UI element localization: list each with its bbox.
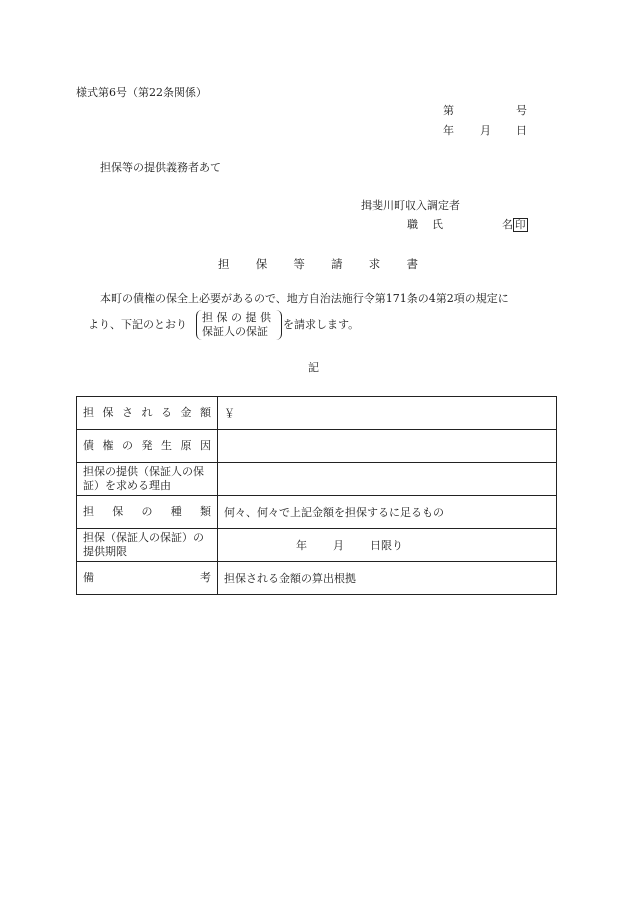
seal-mark: 印 xyxy=(515,219,526,231)
issuer-shoku: 職 xyxy=(407,218,418,231)
document-title xyxy=(218,256,418,272)
issuer-shi: 氏 xyxy=(432,218,443,231)
label-remarks: 備 考 xyxy=(77,562,218,595)
form-number: 様式第6号（第22条関係） xyxy=(76,86,207,99)
value-remarks: 担保される金額の算出根拠 xyxy=(218,562,557,595)
details-table xyxy=(76,396,557,595)
title-char: 保 xyxy=(255,257,268,271)
issuer-name: 揖斐川町収入調定者 xyxy=(361,199,460,212)
option-guarantor: 保証人の保証 xyxy=(202,325,268,338)
label-request-reason: 担保の提供（保証人の保証）を求める理由 xyxy=(77,463,218,496)
value-deadline xyxy=(218,529,557,562)
deadline-month: 月 xyxy=(333,539,344,552)
doc-number-go: 号 xyxy=(516,104,527,117)
title-char: 等 xyxy=(293,257,305,271)
title-char: 担 xyxy=(218,257,230,271)
label-claim-cause: 債 権 の 発 生 原 因 xyxy=(77,430,218,463)
issuer-name-seal xyxy=(502,218,528,232)
table-row xyxy=(77,397,557,430)
date-month-label: 月 xyxy=(480,124,491,137)
label-deadline: 担保（保証人の保証）の提供期限 xyxy=(77,529,218,562)
doc-number-dai: 第 xyxy=(443,104,454,117)
title-char: 書 xyxy=(406,257,418,271)
issuer-mei: 名 xyxy=(502,218,513,231)
body-line-1: 本町の債権の保全上必要があるので、地方自治法施行令第171条の4第2項の規定に xyxy=(100,292,509,305)
table-row xyxy=(77,529,557,562)
table-row xyxy=(77,463,557,496)
value-collateral-amount: ￥ xyxy=(218,397,557,430)
addressee: 担保等の提供義務者あて xyxy=(100,161,221,174)
option-collateral: 担 保 の 提 供 xyxy=(202,311,271,324)
value-collateral-type: 何々、何々で上記金額を担保するに足るもの xyxy=(218,496,557,529)
request-options-bracket xyxy=(196,310,282,340)
value-request-reason xyxy=(218,463,557,496)
table-row xyxy=(77,496,557,529)
value-claim-cause xyxy=(218,430,557,463)
body-line-2-suffix: を請求します。 xyxy=(283,318,360,331)
date-year-label: 年 xyxy=(443,124,454,137)
deadline-year: 年 xyxy=(296,539,307,552)
deadline-day: 日限り xyxy=(370,539,403,552)
ki-heading: 記 xyxy=(308,361,319,374)
label-collateral-type: 担 保 の 種 類 xyxy=(77,496,218,529)
table-row xyxy=(77,562,557,595)
date-day-label: 日 xyxy=(516,124,527,137)
title-char: 求 xyxy=(368,257,381,271)
label-collateral-amount: 担 保 さ れ る 金 額 xyxy=(77,397,218,430)
body-line-2-prefix: より、下記のとおり xyxy=(88,318,187,331)
title-char: 請 xyxy=(331,257,343,271)
table-row xyxy=(77,430,557,463)
